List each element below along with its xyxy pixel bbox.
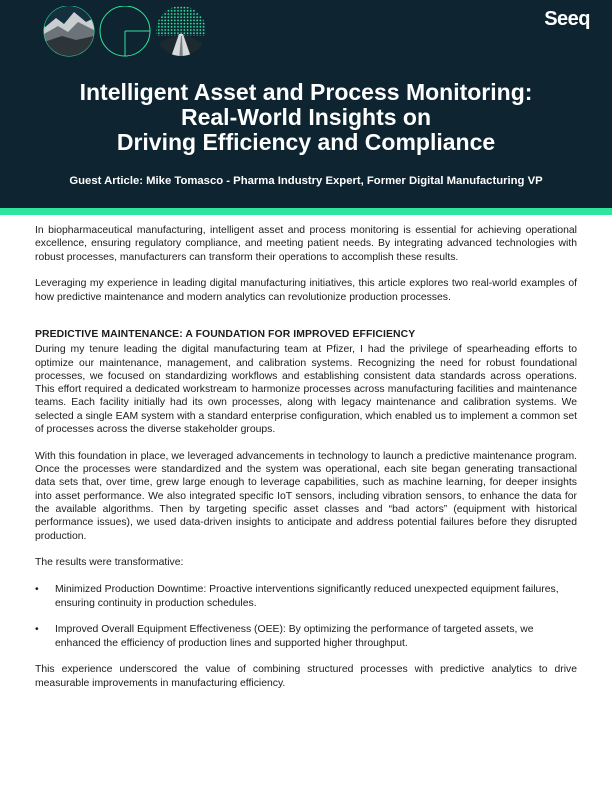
decorative-circles (42, 6, 222, 60)
mountain-photo-circle-icon (44, 6, 94, 56)
seeq-logo: Seeq (544, 8, 590, 30)
intro-paragraph-2: Leveraging my experience in leading digital manufacturing initiatives, this article explores two real-world examples of how predictive maintenance and modern analytics can revolutionize production processes. (35, 278, 577, 303)
section-paragraph-2: With this foundation in place, we leveraged advancements in technology to launch a predictive maintenance program. Once the processes were standardized and the system was operational, each site began generating transactional data sets that, over time, grew large enough to leverage capabilities, such as machine learning, for deeper insights into asset performance. We also integrated specific IoT sensors, including vibration sensors, to enhance the data for the available algorithms. Then by targeting specific asset classes and “bad actors” (equipment with historical performance issues), we used data-driven insights to anticipate and address potential failures before they disrupted production. (35, 450, 577, 542)
dot-grid-circle-icon (156, 6, 206, 60)
list-item: • Improved Overall Equipment Effectiveness (OEE): By optimizing the performance of targeted assets, we enhanced the efficiency of production lines and supported higher throughput. (55, 623, 577, 650)
page-title (0, 80, 612, 155)
section-paragraph-3: The results were transformative: (35, 557, 184, 569)
section-paragraph-1: During my tenure leading the digital manufacturing team at Pfizer, I had the privilege of spearheading efforts to optimize our maintenance, management, and calibration systems. Recognizing the need for robust foundational processes, we focused on standardizing workflows and establishing consistent data standards across operations. This effort required a dedicated workstream to harmonize processes across manufacturing facilities and maintenance teams. Each facility initially had its own processes, along with legacy maintenance and calibration systems. We selected a single EAM system with a standard enterprise configuration, which enabled us to implement a common set of processes across the diverse stakeholder groups. (35, 344, 577, 436)
list-item: • Minimized Production Downtime: Proactive interventions significantly reduced unexpected equipment failures, ensuring continuity in production schedules. (55, 583, 577, 610)
article-subtitle: Guest Article: Mike Tomasco - Pharma Industry Expert, Former Digital Manufacturing VP (69, 175, 543, 187)
outline-circle-icon (100, 6, 150, 56)
article-body (35, 224, 577, 704)
header-banner (0, 0, 612, 208)
intro-paragraph-1: In biopharmaceutical manufacturing, intelligent asset and process monitoring is essential for achieving operational excellence, ensuring regulatory compliance, and meeting patient needs. By integrating advanced technologies with robust processes, manufacturers can transform their operations to accomplish these results. (35, 225, 577, 263)
title-line-1: Intelligent Asset and Process Monitoring: (79, 79, 533, 105)
section-heading: PREDICTIVE MAINTENANCE: A FOUNDATION FOR IMPROVED EFFICIENCY (35, 328, 416, 340)
title-line-2: Real-World Insights on (180, 104, 432, 130)
title-line-3: Driving Efficiency and Compliance (116, 129, 496, 155)
closing-paragraph: This experience underscored the value of combining structured processes with predictive analytics to drive measurable improvements in manufacturing efficiency. (35, 664, 577, 689)
results-list (35, 583, 577, 650)
accent-divider (0, 208, 612, 215)
